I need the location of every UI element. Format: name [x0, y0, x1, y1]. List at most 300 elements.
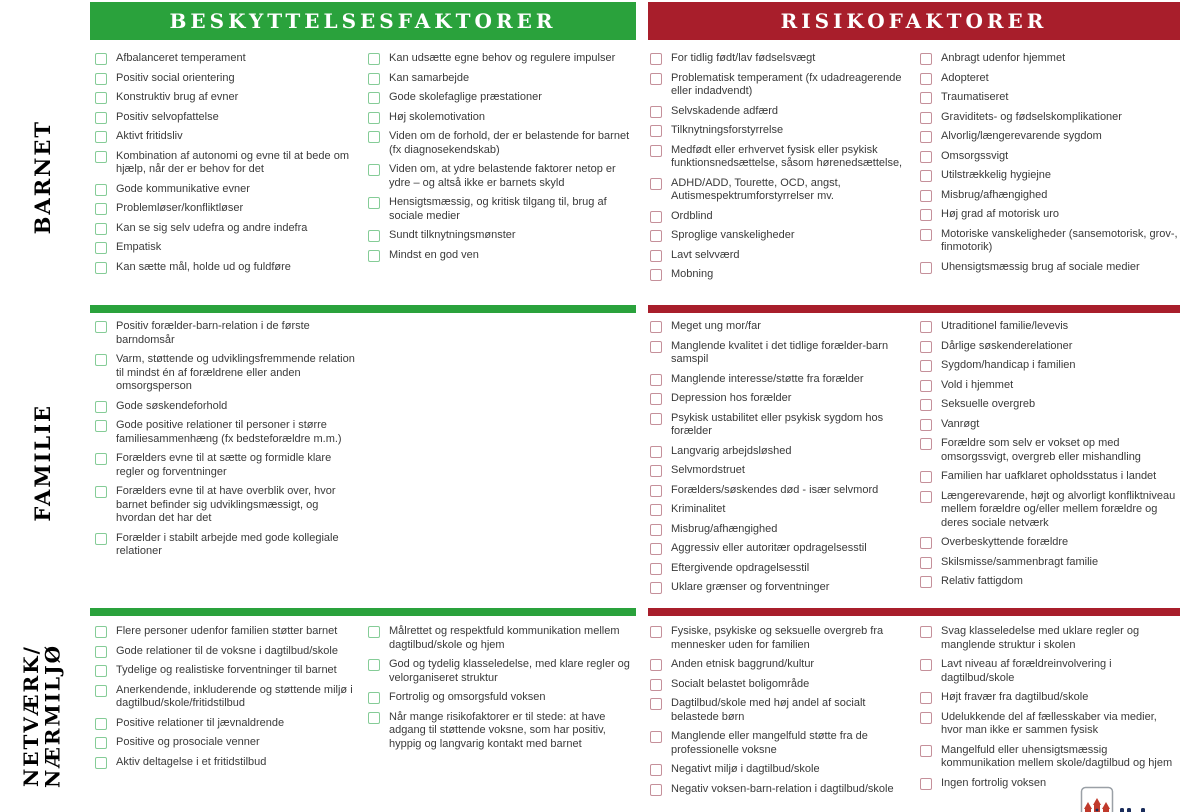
checklist-item-label: Høj grad af motorisk uro [941, 208, 1059, 220]
checkbox[interactable] [95, 131, 107, 143]
checklist-item-label: Tilknytningsforstyrrelse [671, 124, 784, 136]
checklist-item-label: Positive og prosociale venner [116, 736, 260, 748]
checkbox[interactable] [920, 659, 932, 671]
checklist-item-label: Anerkendende, inkluderende og støttende miljø i dagtilbud/skole/fritidstilbud [116, 683, 353, 709]
section-netvaerk-naermiljoe [90, 625, 1180, 812]
checklist-item-label: Sproglige vanskeligheder [671, 229, 795, 241]
checkbox[interactable] [368, 92, 380, 104]
checklist-item [650, 72, 912, 99]
checklist-item [920, 691, 1178, 705]
checkbox[interactable] [920, 557, 932, 569]
checkbox[interactable] [650, 250, 662, 262]
checkbox[interactable] [95, 203, 107, 215]
checkbox[interactable] [920, 399, 932, 411]
checklist-item-label: Manglende interesse/støtte fra forælder [671, 372, 864, 385]
checklist-item [368, 72, 640, 86]
checklist-item [368, 658, 640, 685]
checklist-item-label: Graviditets- og fødselskomplikationer [941, 110, 1122, 123]
checklist-item-label: Lavt niveau af forældreinvolvering i dagtilbud/skole [941, 658, 1112, 684]
checklist-item-label: Utraditionel familie/levevis [941, 320, 1069, 332]
barnet-protective-column-2 [368, 52, 640, 268]
checkbox[interactable] [920, 92, 932, 104]
checklist-item-label: Ordblind [671, 209, 713, 222]
checkbox[interactable] [368, 712, 380, 724]
checkbox[interactable] [650, 764, 662, 776]
checklist-item [95, 91, 360, 105]
checklist-item [368, 711, 640, 752]
checklist-item [650, 484, 912, 498]
checklist-item [920, 490, 1178, 531]
checklist-item-label: Gode søskendeforhold [116, 399, 228, 412]
checkbox[interactable] [368, 131, 380, 143]
familie-risk-column-2 [920, 320, 1178, 595]
checkbox[interactable] [650, 393, 662, 405]
checklist-item [650, 373, 912, 387]
checkbox[interactable] [920, 471, 932, 483]
checkbox[interactable] [650, 659, 662, 671]
checklist-item-label: Kan sætte mål, holde ud og fuldføre [116, 260, 291, 273]
checklist-item-label: Skilsmisse/sammenbragt familie [941, 555, 1099, 568]
checkbox[interactable] [95, 223, 107, 235]
checklist-item [95, 400, 360, 414]
checklist-item [920, 91, 1178, 105]
checklist-item-label: Meget ung mor/far [671, 320, 761, 332]
green-section-divider [90, 608, 636, 616]
checkbox[interactable] [95, 665, 107, 677]
checklist-item-label: Sygdom/handicap i familien [941, 359, 1076, 371]
checklist-item-label: Misbrug/afhængighed [671, 522, 778, 535]
checkbox[interactable] [920, 53, 932, 65]
checklist-item [95, 150, 360, 177]
barnet-risk-column-2 [920, 52, 1178, 280]
checkbox[interactable] [95, 354, 107, 366]
row-label-barnet [0, 52, 86, 302]
checklist-item [650, 229, 912, 243]
barnet-protective-column-1 [95, 52, 360, 280]
checklist-item [650, 763, 912, 777]
checklist-item [95, 625, 360, 639]
checklist-item-label: Flere personer udenfor familien støtter barnet [116, 625, 338, 637]
checklist-item-label: Dagtilbud/skole med høj andel af socialt belastede børn [671, 697, 866, 723]
row-label-line: NÆRMILJØ [41, 643, 65, 789]
checklist-item-label: Kombination af autonomi og evne til at bede om hjælp, når der er behov for det [116, 149, 349, 175]
checkbox[interactable] [650, 145, 662, 157]
checklist-item-label: Vanrøgt [941, 417, 980, 430]
checkbox[interactable] [95, 626, 107, 638]
checkbox[interactable] [650, 321, 662, 333]
checkbox[interactable] [650, 485, 662, 497]
row-label-line: NETVÆRK/ [19, 645, 44, 787]
checkbox[interactable] [650, 731, 662, 743]
checklist-item-label: Fortrolig og omsorgsfuld voksen [389, 691, 546, 703]
checklist-item [95, 645, 360, 659]
checklist-item-label: Kriminalitet [671, 503, 726, 515]
checklist-item-label: Aktivt fritidsliv [116, 130, 183, 142]
checklist-item-label: Anden etnisk baggrund/kultur [671, 658, 815, 670]
checklist-item [95, 183, 360, 197]
checkbox[interactable] [920, 262, 932, 274]
checkbox[interactable] [95, 401, 107, 413]
row-label-familie [0, 320, 86, 605]
checkbox[interactable] [368, 230, 380, 242]
checkbox[interactable] [920, 576, 932, 588]
checklist-item [95, 130, 360, 144]
checklist-item-label: Traumatiseret [941, 91, 1009, 103]
checklist-item-label: Misbrug/afhængighed [941, 188, 1048, 201]
checkbox[interactable] [650, 679, 662, 691]
checklist-item-label: Omsorgssvigt [941, 149, 1009, 162]
checkbox[interactable] [368, 250, 380, 262]
checkbox[interactable] [920, 170, 932, 182]
checklist-item-label: Længerevarende, højt og alvorligt konfliktniveau mellem forældre og/eller mellem forældre og deres sociale netværk [941, 489, 1176, 529]
checkbox[interactable] [368, 53, 380, 65]
checklist-item [95, 72, 360, 86]
checklist-item-label: Lavt selvværd [671, 248, 740, 261]
checkbox[interactable] [650, 125, 662, 137]
checklist-item [95, 717, 360, 731]
checkbox[interactable] [95, 453, 107, 465]
checklist-item-label: Gode skolefaglige præstationer [389, 91, 542, 103]
checklist-item-label: Konstruktiv brug af evner [116, 91, 239, 103]
checklist-item-label: Forælders/søskendes død - især selvmord [671, 483, 879, 496]
checklist-item-label: Adopteret [941, 71, 989, 84]
checkbox[interactable] [920, 438, 932, 450]
checkbox[interactable] [95, 685, 107, 697]
checklist-item [650, 445, 912, 459]
checkbox[interactable] [368, 73, 380, 85]
checklist-item [95, 320, 360, 347]
checklist-item [650, 268, 912, 282]
checklist-item [368, 52, 640, 66]
checklist-item [920, 575, 1178, 589]
checklist-item [920, 320, 1178, 334]
checklist-item [650, 730, 912, 757]
checkbox[interactable] [920, 745, 932, 757]
checklist-item [650, 581, 912, 595]
checkbox[interactable] [650, 230, 662, 242]
checkbox[interactable] [368, 164, 380, 176]
checklist-item [920, 379, 1178, 393]
checkbox[interactable] [650, 413, 662, 425]
checklist-item-label: Aktiv deltagelse i et fritidstilbud [116, 755, 267, 768]
checkbox[interactable] [650, 698, 662, 710]
row-label-netvaerk-naermiljoe [0, 620, 86, 812]
checklist-item-label: Depression hos forælder [671, 392, 792, 404]
checklist-item [368, 249, 640, 263]
checklist-item [368, 163, 640, 190]
checkbox[interactable] [920, 360, 932, 372]
checklist-item-label: Høj skolemotivation [389, 110, 485, 123]
checklist-item [920, 261, 1178, 275]
checklist-item [650, 464, 912, 478]
checklist-item-label: Dårlige søskenderelationer [941, 339, 1073, 352]
checkbox[interactable] [650, 626, 662, 638]
risk-factors-header: RISIKOFAKTORER [648, 2, 1180, 40]
checklist-item [650, 210, 912, 224]
checklist-item [650, 562, 912, 576]
checklist-item [650, 503, 912, 517]
checklist-item-label: Uklare grænser og forventninger [671, 581, 830, 593]
checklist-item [920, 150, 1178, 164]
checkbox[interactable] [920, 692, 932, 704]
checklist-item-label: Negativ voksen-barn-relation i dagtilbud/skole [671, 782, 894, 795]
checkbox[interactable] [920, 419, 932, 431]
checkbox[interactable] [650, 504, 662, 516]
checklist-item [920, 189, 1178, 203]
checklist-item-label: Familien har uafklaret opholdsstatus i landet [941, 470, 1157, 482]
checkbox[interactable] [95, 184, 107, 196]
checklist-item-label: Alvorlig/længerevarende sygdom [941, 130, 1102, 142]
checkbox[interactable] [95, 737, 107, 749]
checklist-item [920, 711, 1178, 738]
row-label-line: BARNET [29, 119, 55, 235]
checklist-item [650, 625, 912, 652]
checklist-item [95, 202, 360, 216]
checkbox[interactable] [650, 524, 662, 536]
checklist-item-label: Viden om, at ydre belastende faktorer netop er ydre – og altså ikke er barnets skyld [389, 163, 616, 189]
checkbox[interactable] [920, 190, 932, 202]
checkbox[interactable] [650, 269, 662, 281]
checklist-item [650, 542, 912, 556]
checklist-item [650, 249, 912, 263]
checklist-item-label: Vold i hjemmet [941, 378, 1014, 391]
checklist-item [95, 452, 360, 479]
checklist-item-label: Gode kommunikative evner [116, 182, 250, 195]
checkbox[interactable] [368, 197, 380, 209]
checkbox[interactable] [650, 73, 662, 85]
checkbox[interactable] [95, 757, 107, 769]
checklist-item-label: Viden om de forhold, der er belastende for barnet (fx diagnosekendskab) [389, 130, 630, 156]
checklist-item [95, 664, 360, 678]
checklist-item-label: Forælders evne til at have overblik over, hvor barnet befinder sig udviklingsmæssigt, og hvordan det har det [116, 485, 336, 524]
checklist-item [368, 229, 640, 243]
checkbox[interactable] [650, 374, 662, 386]
checklist-item [95, 485, 360, 526]
checkbox[interactable] [920, 778, 932, 790]
checklist-item-label: Selvmordstruet [671, 464, 745, 476]
checklist-item [650, 523, 912, 537]
checklist-item [650, 177, 912, 204]
checklist-item-label: Seksuelle overgreb [941, 398, 1036, 410]
checklist-item-label: Mindst en god ven [389, 248, 479, 261]
checklist-item [95, 353, 360, 394]
familie-protective-column-1 [95, 320, 360, 565]
checkbox[interactable] [95, 646, 107, 658]
checkbox[interactable] [95, 486, 107, 498]
checkbox[interactable] [650, 582, 662, 594]
checklist-item-label: Gode relationer til de voksne i dagtilbud/skole [116, 644, 338, 657]
checkbox[interactable] [650, 563, 662, 575]
checklist-item-label: Problematisk temperament (fx udadreagerende eller indadvendt) [671, 71, 902, 97]
checklist-item [920, 208, 1178, 222]
checklist-item [920, 111, 1178, 125]
checklist-item-label: Empatisk [116, 241, 162, 253]
checklist-item-label: Hensigtsmæssig, og kritisk tilgang til, brug af sociale medier [389, 196, 607, 222]
checklist-item [95, 684, 360, 711]
checklist-item [650, 340, 912, 367]
checkbox[interactable] [650, 465, 662, 477]
checkbox[interactable] [368, 692, 380, 704]
checklist-item-label: Psykisk ustabilitet eller psykisk sygdom hos forælder [671, 411, 884, 437]
checkbox[interactable] [95, 242, 107, 254]
checklist-item-label: Mobning [671, 268, 714, 280]
checklist-item-label: Forælder i stabilt arbejde med gode kollegiale relationer [116, 531, 339, 557]
checklist-item-label: Negativt miljø i dagtilbud/skole [671, 763, 820, 775]
checklist-item-label: Forældre som selv er vokset op med omsorgssvigt, overgreb eller mishandling [941, 437, 1141, 463]
checkbox[interactable] [920, 112, 932, 124]
checkbox[interactable] [920, 626, 932, 638]
checklist-item-label: Aggressiv eller autoritær opdragelsesstil [671, 542, 867, 554]
checkbox[interactable] [920, 491, 932, 503]
checklist-item [95, 241, 360, 255]
netvaerk-protective-column-1 [95, 625, 360, 775]
checkbox[interactable] [920, 151, 932, 163]
checklist-item-label: Når mange risikofaktorer er til stede: at have adgang til støttende voksne, som har positiv, hyppig og langvarig kontakt med barnet [389, 710, 606, 750]
checklist-item-label: Motoriske vanskeligheder (sansemotorisk, grov-, finmotorik) [941, 227, 1178, 253]
checkbox[interactable] [920, 73, 932, 85]
municipality-coat-of-arms-logo [1080, 786, 1180, 812]
checkbox[interactable] [95, 533, 107, 545]
checklist-item [650, 144, 912, 171]
checkbox[interactable] [650, 446, 662, 458]
checklist-item [95, 532, 360, 559]
green-section-divider [90, 305, 636, 313]
checkbox[interactable] [95, 321, 107, 333]
red-section-divider [648, 305, 1180, 313]
checkbox[interactable] [368, 626, 380, 638]
checkbox[interactable] [95, 112, 107, 124]
checklist-item [650, 52, 912, 66]
checkbox[interactable] [650, 543, 662, 555]
checkbox[interactable] [95, 718, 107, 730]
checklist-item [920, 744, 1178, 771]
checkbox[interactable] [920, 229, 932, 241]
checkbox[interactable] [650, 106, 662, 118]
checklist-item-label: Varm, støttende og udviklingsfremmende relation til mindst én af forældrene eller anden omsorgsperson [116, 353, 355, 392]
checkbox[interactable] [95, 151, 107, 163]
checkbox[interactable] [650, 178, 662, 190]
checklist-item-label: Sundt tilknytningsmønster [389, 229, 516, 241]
checklist-item [920, 470, 1178, 484]
netvaerk-risk-column-2 [920, 625, 1178, 796]
checklist-item-label: Eftergivende opdragelsesstil [671, 561, 810, 574]
barnet-risk-column-1 [650, 52, 912, 288]
checklist-item-label: Mangelfuld eller uhensigtsmæssig kommunikation mellem skole/dagtilbud og hjem [941, 743, 1173, 769]
section-familie [90, 320, 1180, 605]
coat-of-arms-icon [1080, 786, 1180, 812]
checklist-item [920, 536, 1178, 550]
checklist-item-label: Relativ fattigdom [941, 575, 1023, 587]
checklist-item-label: Selvskadende adfærd [671, 104, 779, 117]
checklist-item-label: Manglende kvalitet i det tidlige forælder-barn samspil [671, 339, 889, 365]
checklist-item-label: ADHD/ADD, Tourette, OCD, angst, Autismespektrumforstyrrelser mv. [671, 176, 841, 202]
checkbox[interactable] [368, 659, 380, 671]
checklist-item [368, 111, 640, 125]
checklist-item [650, 697, 912, 724]
checkbox[interactable] [95, 420, 107, 432]
checklist-item [920, 228, 1178, 255]
checkbox[interactable] [95, 73, 107, 85]
checkbox[interactable] [650, 784, 662, 796]
familie-risk-column-1 [650, 320, 912, 601]
checklist-item-label: Kan samarbejde [389, 71, 470, 84]
checklist-item-label: Forælders evne til at sætte og formidle klare regler og forventninger [116, 452, 332, 478]
checklist-item [368, 691, 640, 705]
checklist-item-label: Problemløser/konfliktløser [116, 202, 244, 214]
section-barnet [90, 52, 1180, 302]
checklist-item [95, 419, 360, 446]
checklist-item-label: Afbalanceret temperament [116, 52, 246, 64]
checklist-item [650, 678, 912, 692]
checklist-item-label: Målrettet og respektfuld kommunikation mellem dagtilbud/skole og hjem [389, 625, 620, 651]
checklist-item-label: Medfødt eller erhvervet fysisk eller psykisk funktionsnedsættelse, såsom hørenedsættelse, [671, 143, 903, 169]
checklist-item [95, 52, 360, 66]
checkbox[interactable] [920, 341, 932, 353]
checklist-item [920, 418, 1178, 432]
checklist-item [920, 72, 1178, 86]
checklist-item-label: Fysiske, psykiske og seksuelle overgreb fra mennesker uden for familien [671, 625, 884, 651]
checklist-item-label: Kan udsætte egne behov og regulere impulser [389, 52, 616, 64]
checklist-item [368, 196, 640, 223]
checklist-item-label: Udelukkende del af fællesskaber via medier, hvor man ikke er sammen fysisk [941, 710, 1157, 736]
checklist-item [650, 783, 912, 797]
checkbox[interactable] [920, 321, 932, 333]
checkbox[interactable] [650, 341, 662, 353]
checklist-item [95, 756, 360, 770]
checklist-item [650, 124, 912, 138]
checkbox[interactable] [368, 112, 380, 124]
checklist-item-label: Anbragt udenfor hjemmet [941, 52, 1066, 64]
checklist-item [650, 412, 912, 439]
checkbox[interactable] [920, 131, 932, 143]
checkbox[interactable] [920, 537, 932, 549]
checkbox[interactable] [95, 53, 107, 65]
checkbox[interactable] [95, 92, 107, 104]
checkbox[interactable] [650, 53, 662, 65]
checklist-item [95, 222, 360, 236]
checklist-item-label: Ingen fortrolig voksen [941, 776, 1047, 789]
checklist-item-label: Positive relationer til jævnaldrende [116, 716, 285, 729]
checklist-item-label: Positiv selvopfattelse [116, 110, 219, 123]
checklist-item [650, 105, 912, 119]
netvaerk-risk-column-1 [650, 625, 912, 802]
protective-factors-header: BESKYTTELSESFAKTORER [90, 2, 636, 40]
checklist-item-label: Overbeskyttende forældre [941, 536, 1069, 548]
checklist-item [650, 658, 912, 672]
red-section-divider [648, 608, 1180, 616]
checkbox[interactable] [920, 712, 932, 724]
checklist-item-label: Langvarig arbejdsløshed [671, 444, 792, 457]
checkbox[interactable] [920, 209, 932, 221]
checklist-item [920, 658, 1178, 685]
checkbox[interactable] [95, 262, 107, 274]
netvaerk-protective-column-2 [368, 625, 640, 757]
checklist-item-label: God og tydelig klasseledelse, med klare regler og velorganiseret struktur [389, 658, 630, 684]
checklist-item [920, 437, 1178, 464]
checklist-item [368, 625, 640, 652]
checklist-item-label: Kan se sig selv udefra og andre indefra [116, 221, 308, 234]
checklist-item-label: For tidlig født/lav fødselsvægt [671, 52, 816, 64]
checklist-item [368, 130, 640, 157]
checklist-item-label: Positiv forælder-barn-relation i de første barndomsår [116, 320, 310, 346]
checkbox[interactable] [920, 380, 932, 392]
checklist-item [650, 320, 912, 334]
checklist-item [920, 130, 1178, 144]
checklist-item-label: Positiv social orientering [116, 71, 235, 84]
checkbox[interactable] [650, 211, 662, 223]
row-label-line: FAMILIE [29, 403, 55, 522]
checklist-item-label: Gode positive relationer til personer i større familiesammenhæng (fx bedsteforældre m.m.) [116, 419, 342, 445]
